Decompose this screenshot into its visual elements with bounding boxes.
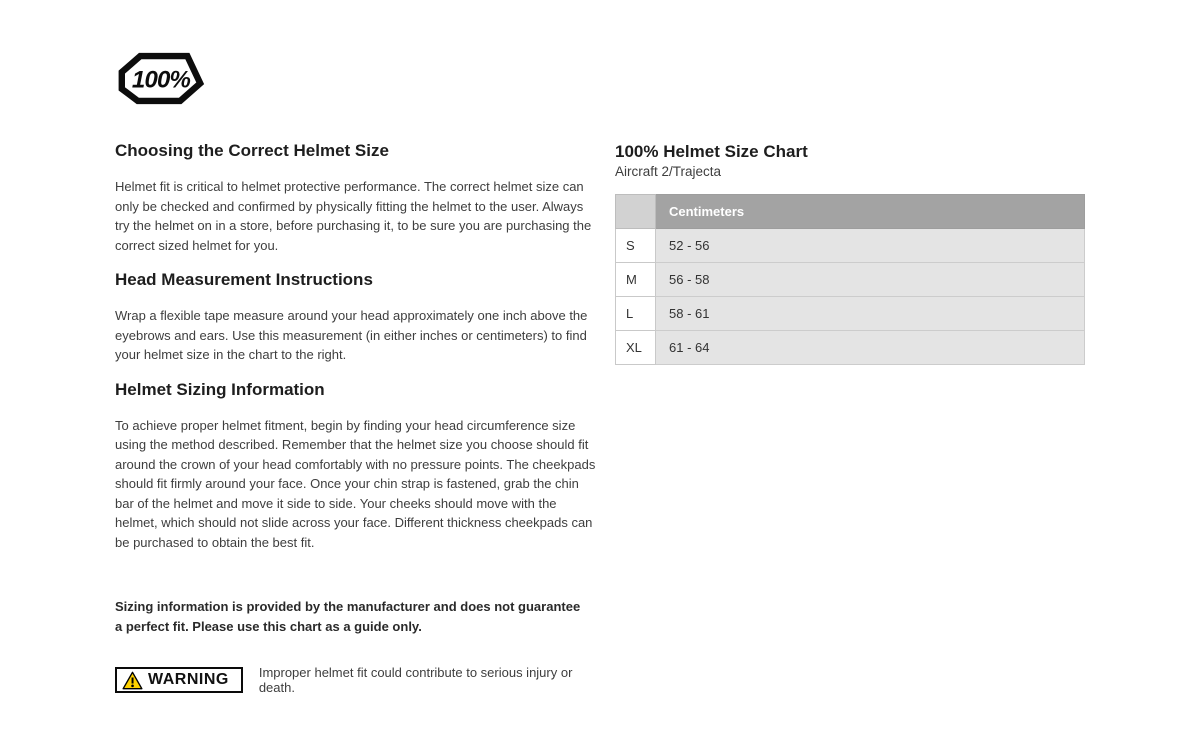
info-column (115, 140, 599, 695)
size-label-l: L (616, 297, 656, 331)
size-chart-subtitle: Aircraft 2/Trajecta (615, 164, 722, 179)
table-row (616, 297, 1085, 331)
table-row (616, 229, 1085, 263)
section-heading-sizing-info: Helmet Sizing Information (115, 379, 325, 399)
size-chart-title: 100% Helmet Size Chart (615, 142, 808, 161)
size-label-s: S (616, 229, 656, 263)
section-heading-measurement: Head Measurement Instructions (115, 270, 373, 289)
logo-text: 100% (131, 66, 191, 94)
size-chart-column (615, 140, 1085, 365)
size-value-m: 56 - 58 (656, 263, 1085, 297)
brand-logo (117, 52, 205, 105)
table-corner-cell (616, 195, 656, 229)
warning-triangle-icon (122, 671, 143, 690)
section-heading-choosing-size: Choosing the Correct Helmet Size (115, 141, 389, 160)
size-value-xl: 61 - 64 (656, 331, 1085, 365)
size-label-m: M (616, 263, 656, 297)
warning-text: Improper helmet fit could contribute to serious injury or death. (258, 665, 573, 695)
size-label-xl: XL (616, 331, 656, 365)
warning-label: WARNING (148, 671, 229, 688)
section-body-measurement: Wrap a flexible tape measure around your head approximately one inch above the eyebrows and ears. Use this measurement (in either inches or centimeters) to find your helmet size in the chart to the right. (115, 308, 588, 362)
table-row (616, 263, 1085, 297)
warning-badge (115, 667, 243, 693)
section-body-choosing-size: Helmet fit is critical to helmet protective performance. The correct helmet size can only be checked and confirmed by physically fitting the helmet to the user. Always try the helmet on in a store, before purchasing it, to be sure you are purchasing the correct sized helmet for you. (115, 179, 592, 253)
manufacturer-disclaimer: Sizing information is provided by the manufacturer and does not guarantee a perfect fit. Please use this chart as a guide only. (115, 599, 581, 634)
warning-row (115, 665, 599, 695)
table-row (616, 331, 1085, 365)
table-header-row (616, 195, 1085, 229)
size-value-l: 58 - 61 (656, 297, 1085, 331)
hundred-percent-logo-icon (117, 52, 205, 105)
table-unit-header: Centimeters (656, 195, 1085, 229)
size-chart-table (615, 194, 1085, 365)
size-value-s: 52 - 56 (656, 229, 1085, 263)
section-body-sizing-info: To achieve proper helmet fitment, begin by finding your head circumference size using the method described. Remember that the helmet size you choose should fit around the crown of your head comfortably with no pressure points. The cheekpads should fit firmly around your face. Once your chin strap is fastened, grab the chin bar of the helmet and move it side to side. Your cheeks should move with the helmet, which should not slide across your face. Different thickness cheekpads can be purchased to obtain the best fit. (115, 417, 596, 550)
